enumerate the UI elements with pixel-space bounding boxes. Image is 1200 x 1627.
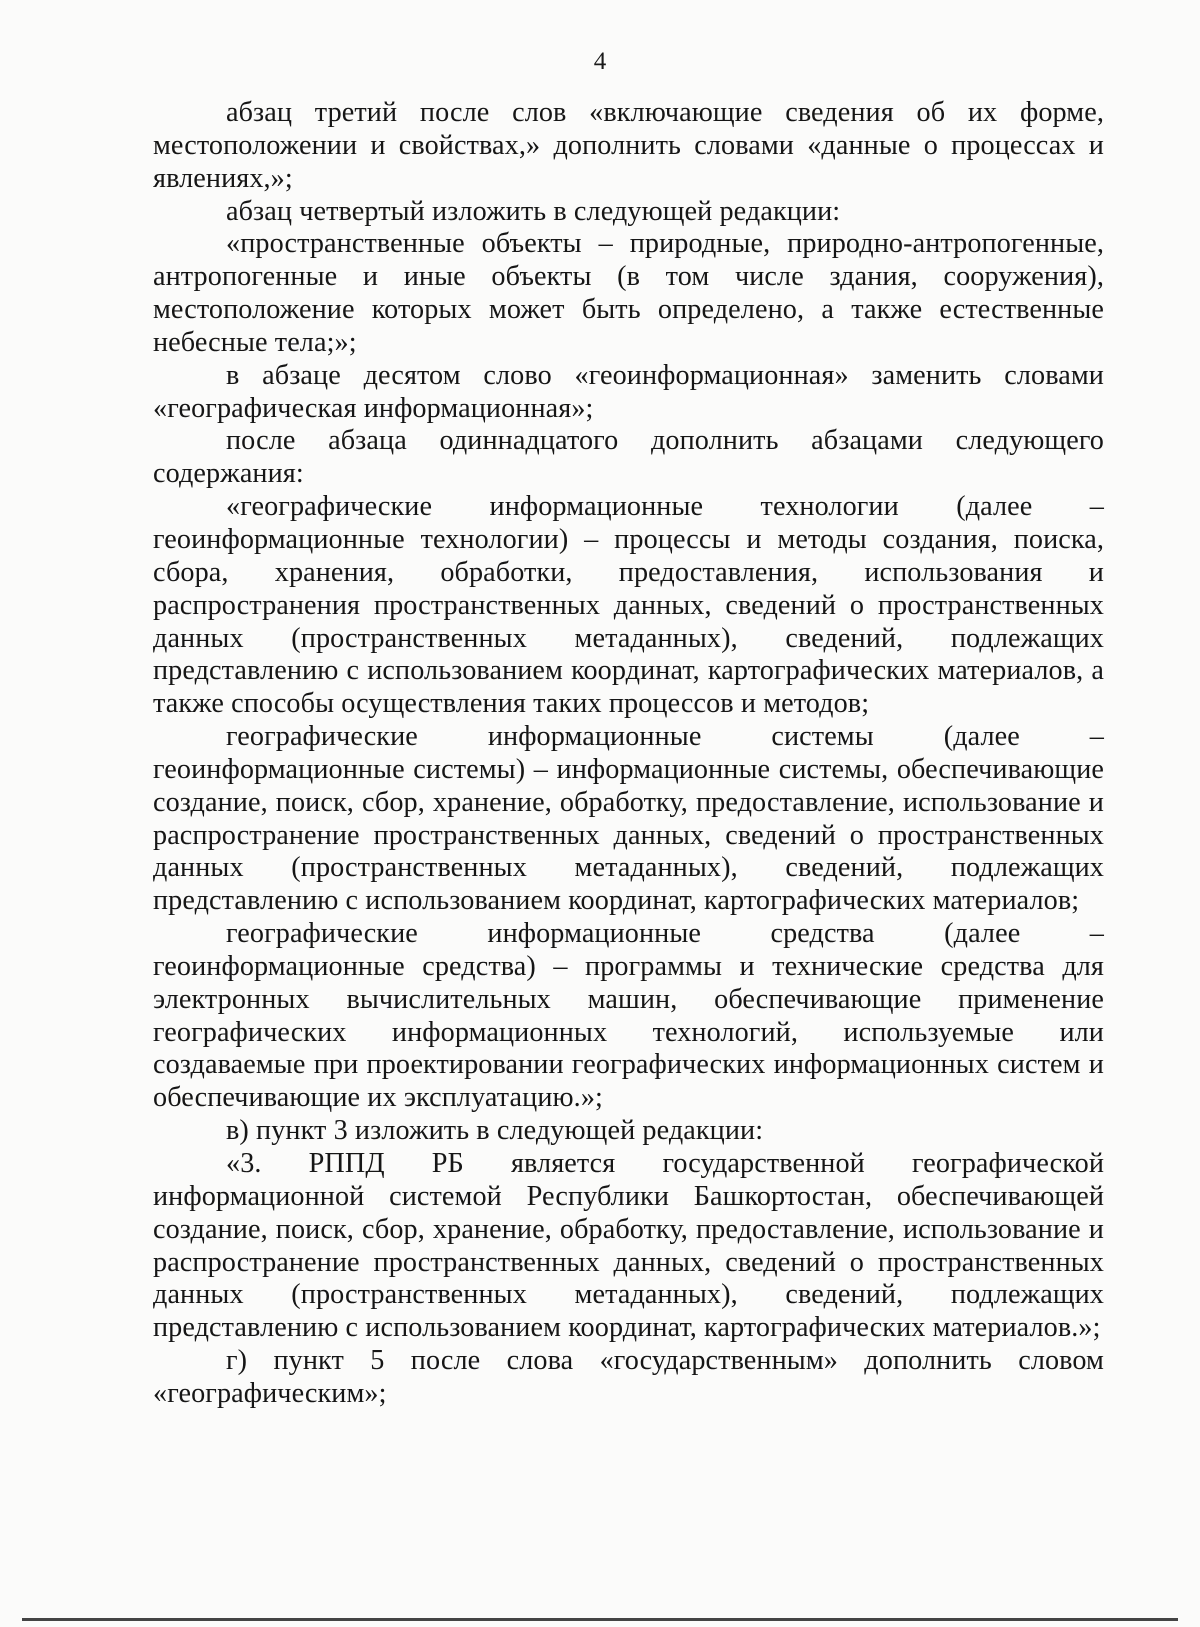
scan-edge-line — [22, 1618, 1178, 1621]
paragraph: в абзаце десятом слово «геоинформационная» заменить словами «географическая информационная»; — [153, 359, 1104, 424]
paragraph: г) пункт 5 после слова «государственным» дополнить словом «географическим»; — [153, 1345, 1104, 1409]
paragraph: в) пункт 3 изложить в следующей редакции: — [226, 1115, 764, 1147]
paragraph: абзац четвертый изложить в следующей редакции: — [226, 195, 841, 227]
page-number: 4 — [593, 48, 607, 75]
paragraph: географические информационные средства (далее – геоинформационные средства) – программы и технические средства для электронных вычислительных машин, обеспечивающие применение географических информационных технологий, используемые или создаваемые при проектировании географических информационных систем и обеспечивающие их эксплуатацию.»; — [153, 918, 1104, 1114]
paragraph: «3. РППД РБ является государственной географической информационной системой Республики Башкортостан, обеспечивающей создание, поиск, сбор, хранение, обработку, предоставление, использование и распространение пространственных данных, сведений о пространственных данных (пространственных метаданных), сведений, подлежащих представлению с использованием координат, картографических материалов.»; — [153, 1148, 1104, 1344]
paragraph: после абзаца одиннадцатого дополнить абзацами следующего содержания: — [153, 425, 1104, 490]
paragraph: географические информационные системы (далее – геоинформационные системы) – информационные системы, обеспечивающие создание, поиск, сбор, хранение, обработку, предоставление, использование и распространение пространственных данных, сведений о пространственных данных (пространственных метаданных), сведений, подлежащих представлению с использованием координат, картографических материалов; — [153, 721, 1104, 917]
paragraph: абзац третий после слов «включающие сведения об их форме, местоположении и свойствах,» дополнить словами «данные о процессах и явлениях,»; — [153, 97, 1104, 194]
paragraph: «пространственные объекты – природные, природно-антропогенные, антропогенные и иные объекты (в том числе здания, сооружения), местоположение которых может быть определено, а также естественные небесные тела;»; — [153, 228, 1104, 358]
document-body — [153, 97, 1104, 1411]
paragraph: «географические информационные технологии (далее – геоинформационные технологии) – процессы и методы создания, поиска, сбора, хранения, обработки, предоставления, использования и распространения пространственных данных, сведений о пространственных данных (пространственных метаданных), сведений, подлежащих представлению с использованием координат, картографических материалов, а также способы осуществления таких процессов и методов; — [153, 491, 1104, 720]
